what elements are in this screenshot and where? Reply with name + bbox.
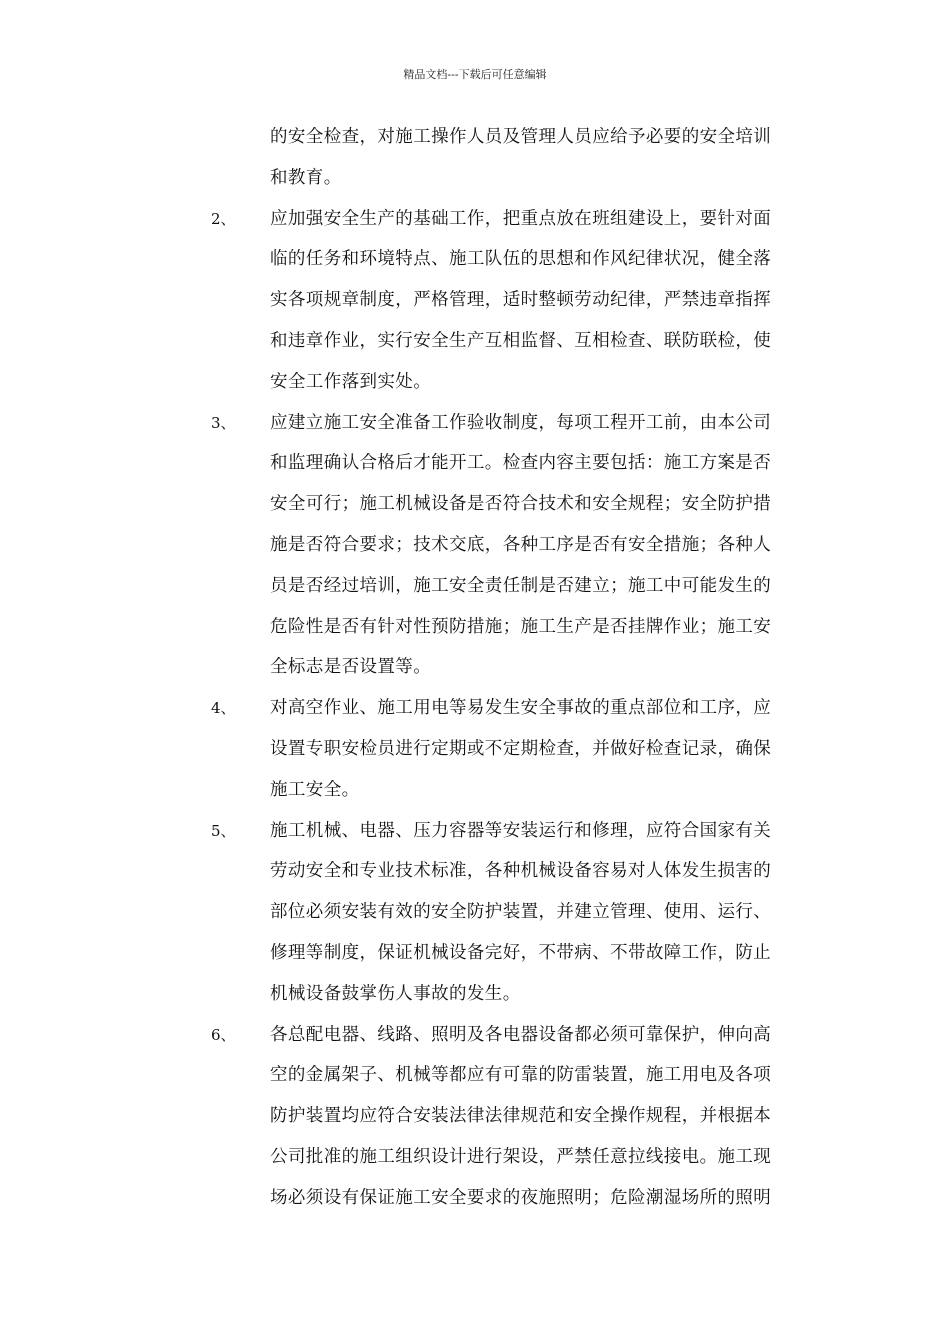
item-number: 4、: [211, 699, 236, 718]
paragraph-line: 对高空作业、施工用电等易发生安全事故的重点部位和工序，应: [270, 698, 772, 719]
paragraph-line: 部位必须安装有效的安全防护装置，并建立管理、使用、运行、: [270, 902, 772, 923]
paragraph-line: 施工机械、电器、压力容器等安装运行和修理，应符合国家有关: [270, 820, 772, 841]
item-number: 2、: [211, 209, 236, 228]
paragraph-line: 的安全检查，对施工操作人员及管理人员应给予必要的安全培训: [270, 127, 772, 147]
item-number: 5、: [211, 821, 236, 840]
paragraph-line: 危险性是否有针对性预防措施；施工生产是否挂牌作业；施工安: [270, 616, 772, 637]
paragraph-line: 员是否经过培训，施工安全责任制是否建立；施工中可能发生的: [270, 575, 772, 596]
paragraph-line: 施工安全。: [270, 779, 360, 800]
paragraph-line: 防护装置均应符合安装法律法律规范和安全操作规程，并根据本: [270, 1106, 772, 1127]
paragraph-line: 空的金属架子、机械等都应有可靠的防雷装置，施工用电及各项: [270, 1065, 772, 1086]
paragraph-line: 修理等制度，保证机械设备完好，不带病、不带故障工作，防止: [270, 943, 772, 963]
paragraph-line: 临的任务和环境特点、施工队伍的思想和作风纪律状况，健全落: [270, 249, 772, 270]
paragraph-line: 和教育。: [270, 167, 342, 188]
paragraph-line: 实各项规章制度，严格管理，适时整顿劳动纪律，严禁违章指挥: [270, 290, 772, 311]
paragraph-line: 场必须设有保证施工安全要求的夜施照明；危险潮湿场所的照明: [270, 1187, 772, 1208]
paragraph-line: 全标志是否设置等。: [270, 657, 432, 678]
paragraph-line: 施是否符合要求；技术交底，各种工序是否有安全措施；各种人: [270, 535, 772, 555]
item-number: 3、: [211, 413, 236, 432]
paragraph-line: 安全工作落到实处。: [270, 371, 432, 392]
paragraph-line: 应加强安全生产的基础工作，把重点放在班组建设上，要针对面: [270, 208, 772, 229]
paragraph-line: 安全可行；施工机械设备是否符合技术和安全规程；安全防护措: [270, 494, 772, 515]
paragraph-line: 劳动安全和专业技术标准，各种机械设备容易对人体发生损害的: [270, 861, 772, 882]
paragraph-line: 公司批准的施工组织设计进行架设，严禁任意拉线接电。施工现: [270, 1147, 772, 1167]
item-number: 6、: [211, 1025, 236, 1044]
page-header: 精品文档---下载后可任意编辑: [403, 68, 547, 81]
paragraph-line: 机械设备鼓掌伤人事故的发生。: [270, 983, 521, 1004]
paragraph-line: 和违章作业，实行安全生产互相监督、互相检查、联防联检，使: [270, 331, 772, 351]
paragraph-line: 应建立施工安全准备工作验收制度，每项工程开工前，由本公司: [270, 412, 772, 433]
paragraph-line: 和监理确认合格后才能开工。检查内容主要包括：施工方案是否: [270, 453, 772, 474]
paragraph-line: 各总配电器、线路、照明及各电器设备都必须可靠保护，伸向高: [270, 1024, 772, 1045]
paragraph-line: 设置专职安检员进行定期或不定期检查，并做好检查记录，确保: [270, 739, 772, 759]
